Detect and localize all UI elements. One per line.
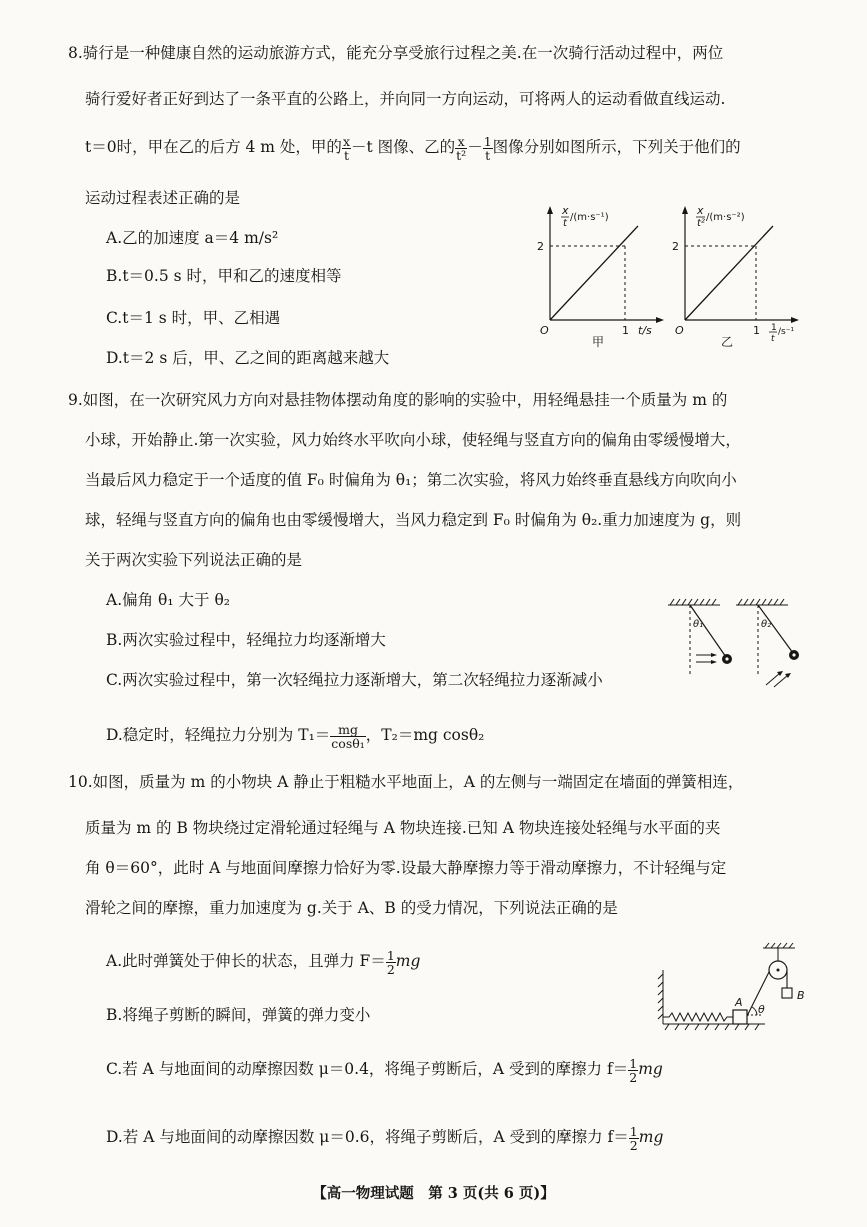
graph-jia-y-x: x	[562, 204, 569, 217]
page-footer: 【高一物理试题 第 3 页(共 6 页)】	[312, 1185, 555, 1202]
q8-line-3	[85, 130, 741, 164]
label-a: A	[735, 996, 743, 1009]
graph-yi-origin: O	[675, 324, 684, 337]
q9-option-d	[106, 718, 484, 752]
q10-option-d-mg: mg	[638, 1128, 664, 1146]
q8-option-d: D.t＝2 s 后，甲、乙之间的距离越来越大	[106, 349, 390, 367]
block-a	[733, 1010, 747, 1024]
q8-option-c: C.t＝1 s 时，甲、乙相遇	[106, 309, 281, 327]
theta2-label: θ₂	[761, 619, 772, 630]
ground	[663, 1024, 765, 1030]
fraction-half-c: $\frac{1}{2}$	[629, 1055, 638, 1085]
q9-line-2: 小球，开始静止.第一次实验，风力始终水平吹向小球，使轻绳与竖直方向的偏角由零缓慢增大，	[85, 431, 741, 449]
graph-jia-x-arrow	[656, 317, 664, 323]
q9-line-5: 关于两次实验下列说法正确的是	[85, 551, 303, 569]
graph-yi	[665, 200, 805, 350]
spring	[663, 1013, 733, 1021]
ceiling-left	[668, 599, 720, 605]
q10-line-4: 滑轮之间的摩擦，重力加速度为 g.关于 A、B 的受力情况，下列说法正确的是	[85, 899, 618, 917]
graph-yi-x-label: /s⁻¹	[778, 327, 795, 337]
q8-line-3-c: －	[467, 138, 483, 156]
rope-left	[690, 605, 726, 657]
q10-option-d-text: D.若 A 与地面间的动摩擦因数 μ＝0.6，将绳子剪断后，A 受到的摩擦力 f＝	[106, 1128, 629, 1146]
fraction-1-over-t: $\frac{1}{t}$	[483, 133, 492, 163]
q10-option-a-mg: mg	[395, 952, 421, 970]
pulley-ceiling	[763, 943, 795, 948]
graph-jia-tick-y: 2	[537, 240, 544, 253]
q9-line-1: 9.如图，在一次研究风力方向对悬挂物体摆动角度的影响的实验中，用轻绳悬挂一个质量为 m 的	[68, 391, 728, 409]
graph-jia-tick-x: 1	[622, 324, 629, 337]
graph-yi-caption: 乙	[721, 335, 734, 349]
q8-line-2: 骑行爱好者正好到达了一条平直的公路上，并向同一方向运动，可将两人的运动看做直线运动.	[85, 90, 726, 108]
q10-line-2: 质量为 m 的 B 物块绕过定滑轮通过轻绳与 A 物块连接.已知 A 物块连接处轻绳与水平面的夹	[85, 819, 721, 837]
graph-yi-line	[685, 226, 773, 320]
fraction-x-over-t2: $\frac{x}{\text{t²}}$	[456, 133, 467, 163]
q8-option-b: B.t＝0.5 s 时，甲和乙的速度相等	[106, 267, 342, 285]
angle-arc	[752, 1007, 757, 1015]
graph-jia-y-t: t	[563, 218, 567, 229]
graph-jia-y-arrow	[547, 206, 553, 214]
q10-line-3: 角 θ＝60°，此时 A 与地面间摩擦力恰好为零.设最大静摩擦力等于滑动摩擦力，不计轻绳与定	[85, 859, 727, 877]
graph-yi-tick-y: 2	[672, 240, 679, 253]
pendulum-figure	[660, 595, 810, 690]
q8-line-3-d: 图像分别如图所示，下列关于他们的	[492, 138, 741, 156]
graph-yi-tick-x: 1	[753, 324, 760, 337]
q10-option-a	[106, 944, 420, 978]
graph-yi-x-den: t	[771, 334, 775, 344]
spring-pulley-figure	[655, 940, 820, 1035]
q8-line-3-b: －t 图像、乙的	[351, 138, 456, 156]
graph-yi-y-x: x	[697, 204, 704, 217]
graph-yi-x-num: 1	[771, 323, 777, 333]
label-b: B	[797, 989, 805, 1002]
q10-option-d	[106, 1120, 663, 1154]
q10-option-c	[106, 1052, 663, 1086]
q8-option-a: A.乙的加速度 a＝4 m/s²	[106, 229, 279, 247]
theta1-label: θ₁	[693, 619, 704, 630]
fraction-x-over-t: $\frac{x}{t}$	[342, 133, 350, 163]
graph-yi-y-arrow	[682, 206, 688, 214]
q10-option-b: B.将绳子剪断的瞬间，弹簧的弹力变小	[106, 1006, 371, 1024]
fraction-half-a: $\frac{1}{2}$	[386, 947, 395, 977]
q10-option-c-text: C.若 A 与地面间的动摩擦因数 μ＝0.4，将绳子剪断后，A 受到的摩擦力 f＝	[106, 1060, 629, 1078]
graph-yi-y-label: /(m·s⁻²)	[706, 212, 745, 223]
fraction-mg-over-cos: $\frac{mg}{\text{cosθ₁}}$	[331, 721, 365, 751]
q10-option-c-mg: mg	[638, 1060, 663, 1078]
q9-option-d-b: ，T₂＝mg cosθ₂	[365, 726, 485, 744]
q10-option-a-text: A.此时弹簧处于伸长的状态，且弹力 F＝	[106, 952, 386, 970]
q9-line-3: 当最后风力稳定于一个适度的值 F₀ 时偏角为 θ₁；第二次实验，将风力始终垂直悬线方向吹向小	[85, 471, 737, 489]
q9-option-b: B.两次实验过程中，轻绳拉力均逐渐增大	[106, 631, 386, 649]
q9-option-a: A.偏角 θ₁ 大于 θ₂	[106, 591, 230, 609]
theta-label: θ	[758, 1003, 765, 1016]
graph-yi-x-arrow	[791, 317, 799, 323]
wall	[658, 970, 663, 1024]
graph-jia-x-label: t/s	[638, 324, 652, 337]
fraction-half-d: $\frac{1}{2}$	[629, 1123, 638, 1153]
ceiling-right	[736, 599, 788, 605]
q9-option-c: C.两次实验过程中，第一次轻绳拉力逐渐增大，第二次轻绳拉力逐渐减小	[106, 671, 603, 689]
q8-line-3-a: t＝0时，甲在乙的后方 4 m 处，甲的	[85, 138, 342, 156]
graph-yi-y-t2: t²	[697, 218, 705, 229]
graph-jia-origin: O	[540, 324, 549, 337]
q10-line-1: 10.如图，质量为 m 的小物块 A 静止于粗糙水平地面上，A 的左侧与一端固定在墙面的弹簧相连，	[68, 773, 744, 791]
block-b	[782, 988, 792, 998]
q9-line-4: 球，轻绳与竖直方向的偏角也由零缓慢增大，当风力稳定到 F₀ 时偏角为 θ₂.重力加速度为 g，则	[85, 511, 742, 529]
q8-line-1: 8.骑行是一种健康自然的运动旅游方式，能充分享受旅行过程之美.在一次骑行活动过程中，两位	[68, 44, 724, 62]
q9-option-d-a: D.稳定时，轻绳拉力分别为 T₁＝	[106, 726, 331, 744]
graph-jia-caption: 甲	[592, 335, 605, 349]
graph-jia	[530, 200, 670, 350]
graph-jia-y-label: /(m·s⁻¹)	[570, 212, 609, 223]
q8-line-4: 运动过程表述正确的是	[85, 189, 241, 207]
